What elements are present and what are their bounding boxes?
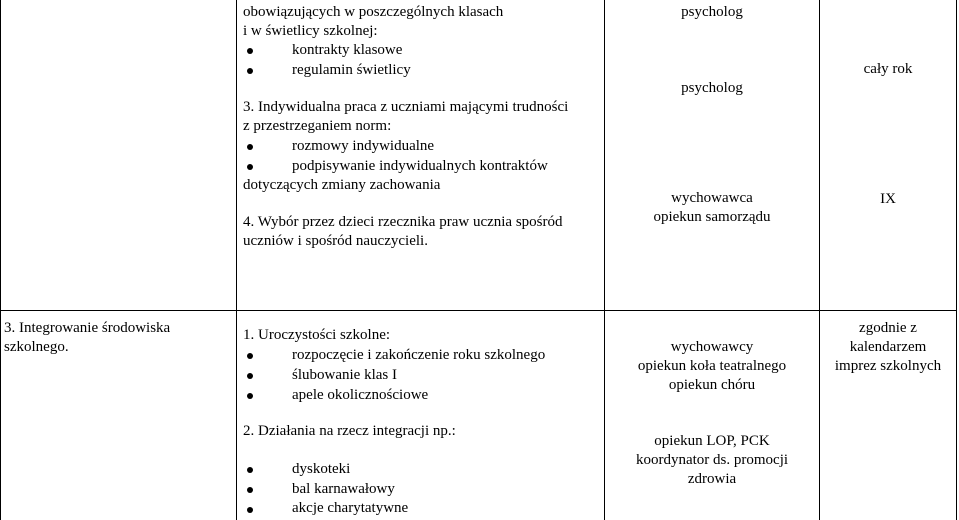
- row1-intro-line2: i w świetlicy szkolnej:: [243, 23, 378, 39]
- bullet-icon: [247, 353, 253, 359]
- row1-item3-line2: z przestrzeganiem norm:: [243, 118, 392, 134]
- row1-term-1: cały rok: [863, 61, 913, 77]
- table-divider-col1: [236, 0, 237, 520]
- row2-responsible-2-line3: zdrowia: [687, 471, 737, 487]
- row2-bullet-a2: ślubowanie klas I: [292, 367, 397, 383]
- bullet-icon: [247, 467, 253, 473]
- row1-responsible-3-line2: opiekun samorządu: [653, 209, 771, 225]
- row2-term-line3: imprez szkolnych: [834, 358, 942, 374]
- row2-responsible-2-line2: koordynator ds. promocji: [635, 452, 789, 468]
- row2-bullet-a3: apele okolicznościowe: [292, 387, 429, 403]
- row2-bullet-b2: bal karnawałowy: [292, 481, 395, 497]
- bullet-icon: [247, 393, 253, 399]
- row1-bullet-b2: podpisywanie indywidualnych kontraktów: [292, 158, 548, 174]
- bullet-icon: [247, 144, 253, 150]
- row2-responsible-1-line1: wychowawcy: [670, 339, 754, 355]
- row1-item4-line2: uczniów i spośród nauczycieli.: [243, 233, 428, 249]
- row1-bullet-b1: rozmowy indywidualne: [292, 138, 435, 154]
- table-border-right: [956, 0, 957, 520]
- row2-responsible-1-line3: opiekun chóru: [668, 377, 756, 393]
- bullet-icon: [247, 373, 253, 379]
- row2-responsible-1-line2: opiekun koła teatralnego: [637, 358, 787, 374]
- row1-responsible-3-line1: wychowawca: [671, 190, 753, 206]
- row1-bullet-b2-cont: dotyczących zmiany zachowania: [243, 177, 441, 193]
- row2-task-line2: szkolnego.: [4, 339, 69, 355]
- row1-bullet-a2: regulamin świetlicy: [292, 62, 411, 78]
- row2-bullet-a1: rozpoczęcie i zakończenie roku szkolnego: [292, 347, 546, 363]
- table-border-left: [0, 0, 1, 520]
- bullet-icon: [247, 487, 253, 493]
- row2-term-line1: zgodnie z: [859, 320, 917, 336]
- row1-intro-line1: obowiązujących w poszczególnych klasach: [243, 4, 504, 20]
- bullet-icon: [247, 68, 253, 74]
- bullet-icon: [247, 164, 253, 170]
- table-row-divider: [0, 310, 957, 311]
- row1-item4-line1: 4. Wybór przez dzieci rzecznika praw ucznia spośród: [243, 214, 563, 230]
- row1-responsible-2: psycholog: [681, 80, 743, 96]
- bullet-icon: [247, 48, 253, 54]
- row2-term-line2: kalendarzem: [849, 339, 927, 355]
- row1-term-2: IX: [880, 191, 896, 207]
- row2-bullet-b3: akcje charytatywne: [292, 500, 409, 516]
- row1-bullet-a1: kontrakty klasowe: [292, 42, 403, 58]
- row2-bullet-b1: dyskoteki: [292, 461, 351, 477]
- row2-item1: 1. Uroczystości szkolne:: [243, 327, 391, 343]
- row2-item2: 2. Działania na rzecz integracji np.:: [243, 423, 456, 439]
- row1-responsible-1: psycholog: [681, 4, 743, 20]
- bullet-icon: [247, 507, 253, 513]
- row1-item3-line1: 3. Indywidualna praca z uczniami mającymi trudności: [243, 99, 569, 115]
- row2-responsible-2-line1: opiekun LOP, PCK: [654, 433, 770, 449]
- row2-task-line1: 3. Integrowanie środowiska: [4, 320, 171, 336]
